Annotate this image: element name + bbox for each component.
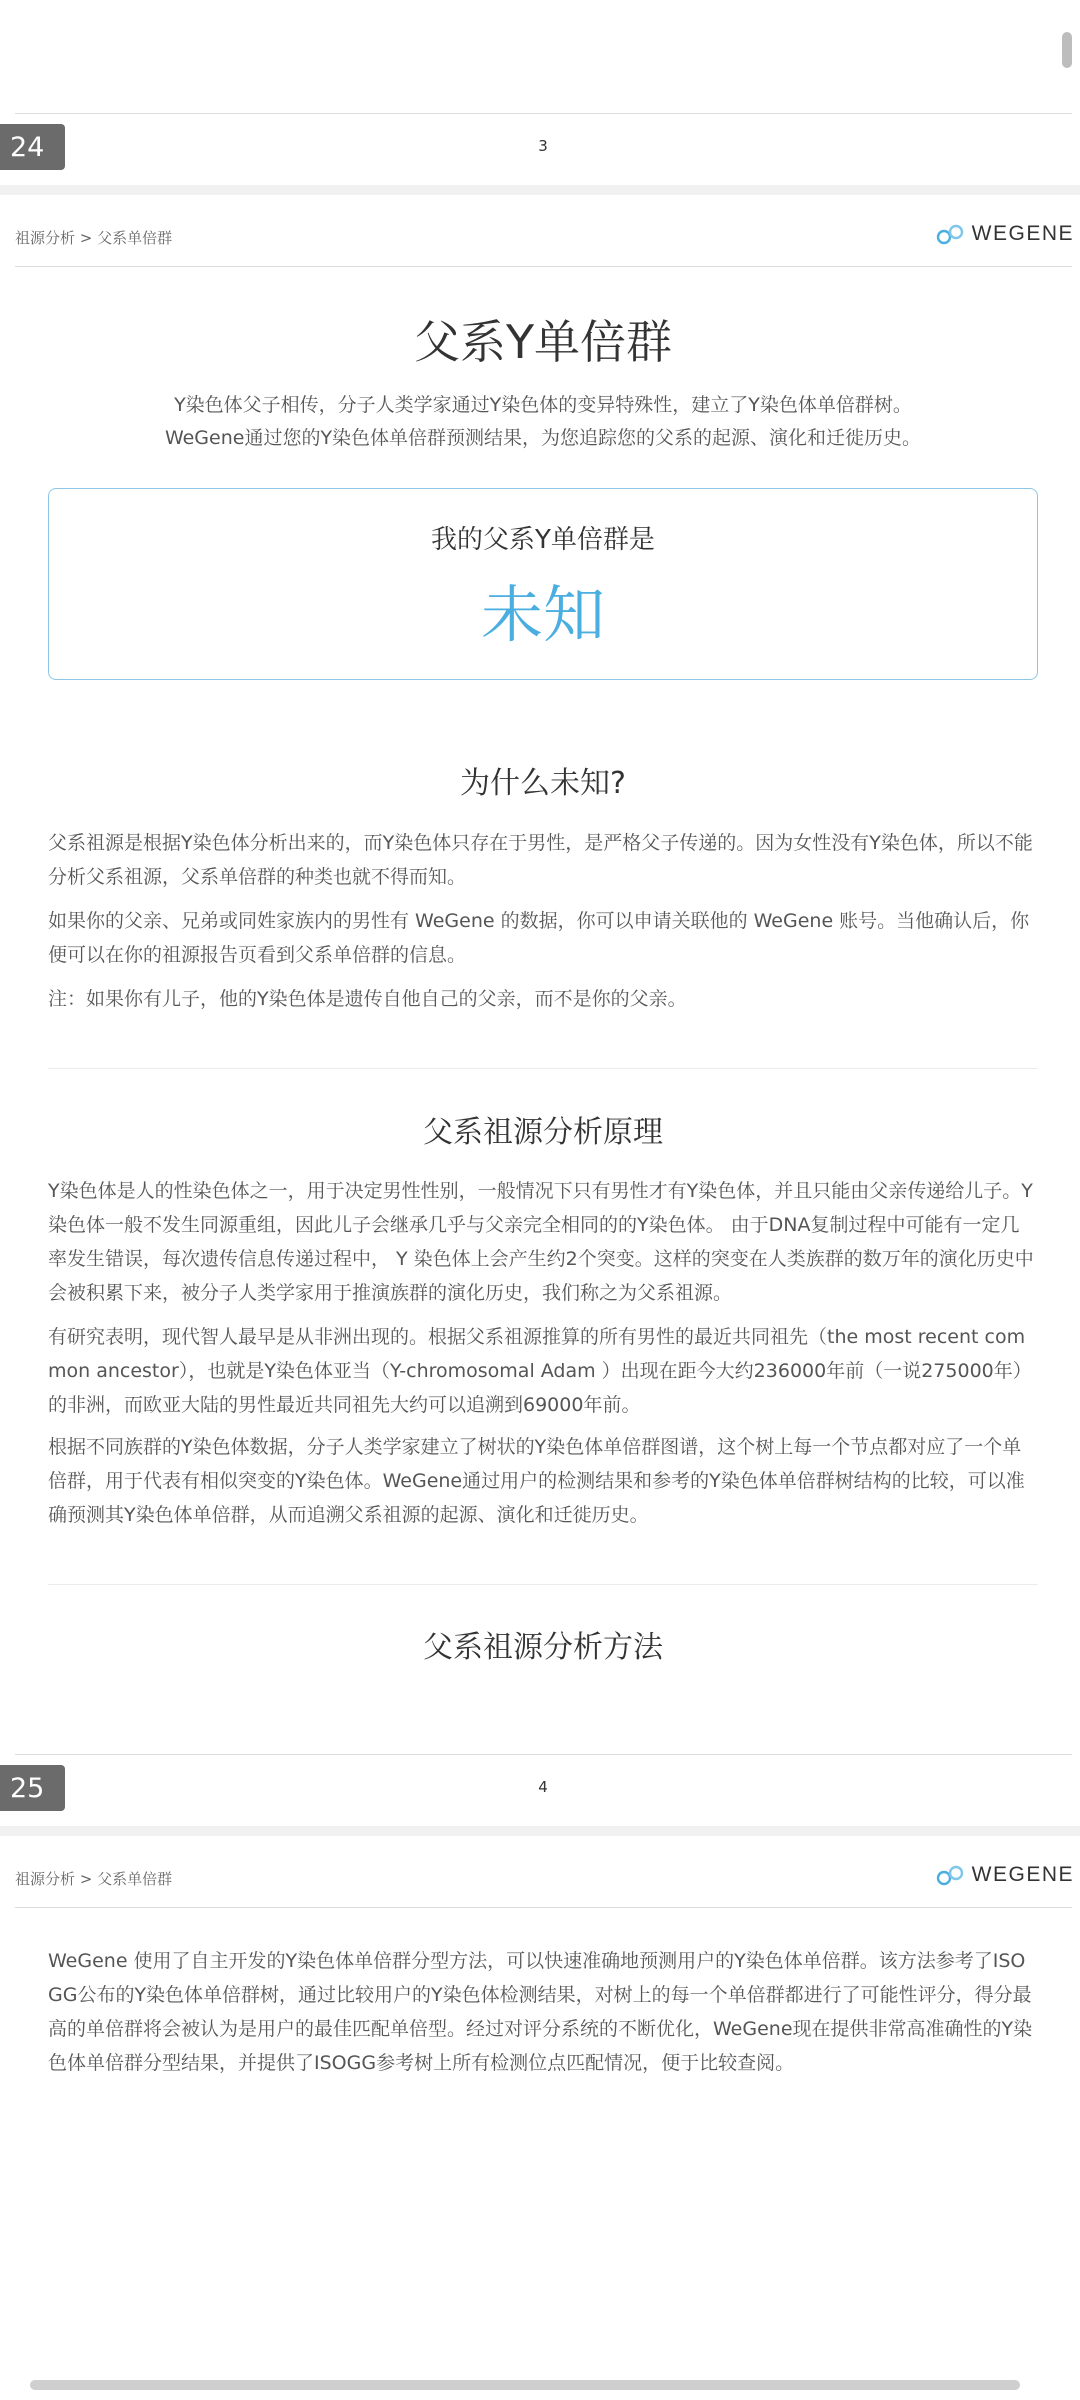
- principle-paragraph-1: Y染色体是人的性染色体之一，用于决定男性性别，一般情况下只有男性才有Y染色体，并且只能由父亲传递给儿子。Y染色体一般不发生同源重组，因此儿子会继承几乎与父亲完全相同的的Y染色体。 由于DNA复制过程中可能有一定几率发生错误，每次遗传信息传递过程中， Y 染色体上会产生约2个突变。这样的突变在人类族群的数万年的演化历史中会被积累下来，被分子人类学家用于推演族群的演化历史，我们称之为父系祖源。: [48, 1180, 1034, 1304]
- principle-heading: 父系祖源分析原理: [423, 1115, 663, 1150]
- principle-paragraph-3: 根据不同族群的Y染色体数据，分子人类学家建立了树状的Y染色体单倍群图谱，这个树上每一个节点都对应了一个单倍群，用于代表有相似突变的Y染色体。WeGene通过用户的检测结果和参考的Y染色体单倍群树结构的比较，可以准确预测其Y染色体单倍群，从而追溯父系祖源的起源、演化和迁徙历史。: [48, 1436, 1025, 1526]
- page-number: 4: [538, 1778, 548, 1796]
- header-divider: [15, 1907, 1072, 1908]
- why-note: 注：如果你有儿子，他的Y染色体是遗传自他自己的父亲，而不是你的父亲。: [48, 988, 687, 1010]
- vertical-scrollbar[interactable]: [1062, 32, 1072, 68]
- page-title: 父系Y单倍群: [413, 315, 673, 369]
- page-divider: [15, 1754, 1072, 1755]
- page-separator: [0, 1826, 1080, 1836]
- result-value: 未知: [480, 578, 605, 651]
- why-paragraph-1: 父系祖源是根据Y染色体分析出来的，而Y染色体只存在于男性，是严格父子传递的。因为女性没有Y染色体，所以不能分析父系祖源，父系单倍群的种类也就不得而知。: [48, 832, 1033, 888]
- why-paragraph-2: 如果你的父亲、兄弟或同姓家族内的男性有 WeGene 的数据，你可以申请关联他的 WeGene 账号。当他确认后，你便可以在你的祖源报告页看到父系单倍群的信息。: [48, 910, 1030, 966]
- logo-text: WEGENE: [971, 1863, 1074, 1886]
- logo-text: WEGENE: [971, 222, 1074, 245]
- principle-paragraph-2: 有研究表明，现代智人最早是从非洲出现的。根据父系祖源推算的所有男性的最近共同祖先（the most recent common ancestor），也就是Y染色体亚当（Y-chromosomal Adam ）出现在距今大约236000年前（一说275000年）的非洲，而欧亚大陆的男性最近共同祖先大约可以追溯到69000年前。: [48, 1326, 1032, 1416]
- method-paragraph-1: WeGene 使用了自主开发的Y染色体单倍群分型方法，可以快速准确地预测用户的Y染色体单倍群。该方法参考了ISOGG公布的Y染色体单倍群树，通过比较用户的Y染色体检测结果，对树上的每一个单倍群都进行了可能性评分，得分最高的单倍群将会被认为是用户的最佳匹配单倍型。经过对评分系统的不断优化，WeGene现在提供非常高准确性的Y染色体单倍群分型结果，并提供了ISOGG参考树上所有检测位点匹配情况，便于比较查阅。: [48, 1950, 1033, 2074]
- breadcrumb[interactable]: 祖源分析 > 父系单倍群: [15, 229, 173, 247]
- horizontal-scrollbar[interactable]: [30, 2380, 1020, 2390]
- intro-line-2: WeGene通过您的Y染色体单倍群预测结果，为您追踪您的父系的起源、演化和迁徙历史。: [164, 427, 922, 449]
- page-divider: [15, 113, 1072, 114]
- haplogroup-result-card: [48, 488, 1038, 680]
- intro-line-1: Y染色体父子相传，分子人类学家通过Y染色体的变异特殊性，建立了Y染色体单倍群树。: [174, 394, 912, 416]
- section-divider: [48, 1584, 1038, 1585]
- breadcrumb[interactable]: 祖源分析 > 父系单倍群: [15, 1870, 173, 1888]
- wegene-logo-icon: [936, 1864, 966, 1886]
- header-divider: [15, 266, 1072, 267]
- page-number: 3: [538, 137, 548, 155]
- page-badge: 24: [0, 124, 65, 170]
- wegene-logo: [936, 222, 1074, 246]
- wegene-logo: [936, 1863, 1074, 1887]
- page-separator: [0, 185, 1080, 195]
- page-badge: 25: [0, 1765, 65, 1811]
- why-heading: 为什么未知?: [460, 766, 626, 801]
- section-divider: [48, 1068, 1038, 1069]
- wegene-logo-icon: [936, 223, 966, 245]
- result-label: 我的父系Y单倍群是: [431, 525, 655, 555]
- method-heading: 父系祖源分析方法: [423, 1630, 663, 1665]
